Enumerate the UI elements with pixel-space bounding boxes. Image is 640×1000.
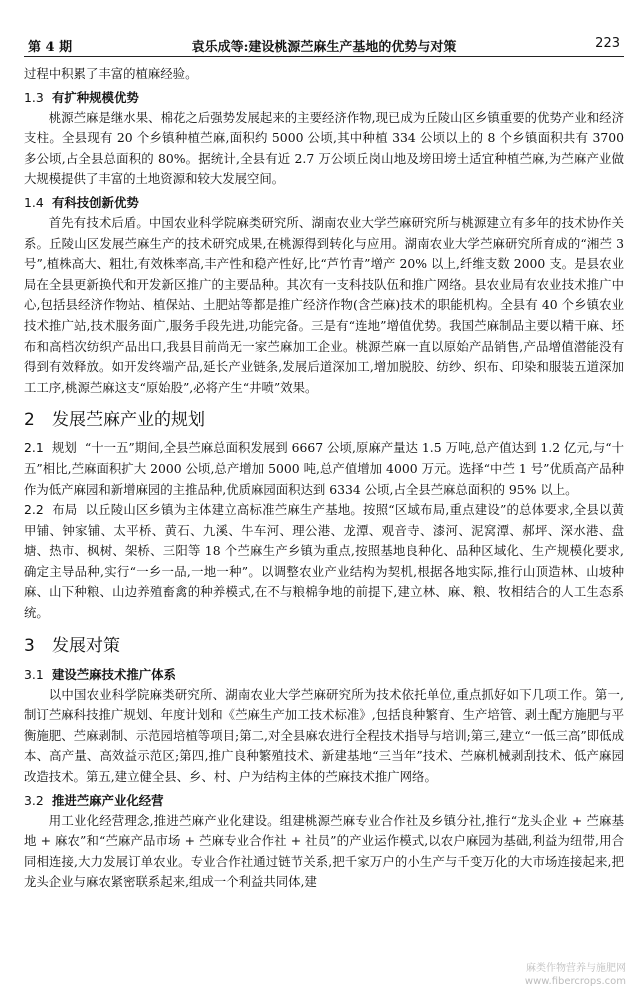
watermark-url: www.fibercrops.com [524,976,626,987]
subsection-number: 2.1 [24,440,44,456]
subsection-number: 3.2 [24,792,44,808]
subsection-title: 有扩种规模优势 [52,89,139,105]
watermark-title: 麻类作物营养与施肥网 [526,963,626,974]
page-number: 223 [595,36,620,51]
paragraph: 以中国农业科学院麻类研究所、湖南农业大学苎麻研究所为技术依托单位,重点抓好如下几项工作。第一,制订苎麻科技推广规划、年度计划和《苎麻生产加工技术标准》,包括良种繁育、生产培管、剥土配方施肥与平衡施肥、苎麻剥制、示范园培植等项目;第二,对全县麻农进行全程技术指导与培训;第三,建立“一低三高”即低成本、高产量、高效益示范区;第四,推广良种繁殖技术、新建基地“三当年”技术、苎麻机械剥刮技术、低产麻园改造技术。第五,建立健全县、乡、村、户为结构主体的苎麻技术推广网络。 [24,686,624,785]
paragraph-2-1 [24,438,624,500]
paragraph: 用工业化经营理念,推进苎麻产业化建设。组建桃源苎麻专业合作社及乡镇分社,推行“龙头企业 + 苎麻基地 + 麻农”和“苎麻产品市场 + 苎麻专业合作社 + 社员”的产业运作模式,以农户麻园为基础,利益为纽带,用合同相连接,大力发展订单农业。专业合作社通过链节关系,把千家万户的小生产与千变万化的大市场连接起来,把龙头企业与麻农紧密联系起来,组成一个利益共同体,建 [24,812,624,890]
site-watermark [525,962,626,988]
subsection-number: 2.2 [24,502,44,518]
subsection-heading-3-1 [24,664,624,685]
subsection-number: 3.1 [24,666,44,682]
section-title: 发展对策 [52,635,120,656]
subsection-number: 1.3 [24,89,44,105]
subsection-title: 规划 [52,440,77,456]
section-heading-2 [24,407,624,433]
subsection-title: 布局 [52,502,78,518]
paragraph: 过程中积累了丰富的植麻经验。 [24,66,198,81]
article-body [24,64,624,893]
paragraph: 桃源苎麻是继水果、棉花之后强势发展起来的主要经济作物,现已成为丘陵山区乡镇重要的优势产业和经济支柱。全县现有 20 个乡镇种植苎麻,面积约 5000 公顷,其中种植 334 公顷以上的 8 个乡镇面积共有 3700 多公顷,占全县总面积的 80%。据统计,全县有近 2.7 万公顷丘岗山地及塝田塝土适宜种植苎麻,为苎麻产业做大规模提供了丰富的土地资源和较大发展空间。 [24,109,624,187]
subsection-heading-1-4 [24,192,624,213]
subsection-heading-1-3 [24,87,624,108]
paragraph-2-2 [24,500,624,624]
subsection-number: 1.4 [24,194,44,210]
subsection-title: 有科技创新优势 [52,194,139,210]
section-number: 2 [24,410,35,431]
running-header [24,34,624,57]
journal-page [24,0,624,1000]
section-heading-3 [24,633,624,659]
section-number: 3 [24,635,35,656]
subsection-title: 推进苎麻产业化经营 [52,792,164,808]
subsection-heading-3-2 [24,790,624,811]
running-title: 袁乐成等:建设桃源苎麻生产基地的优势与对策 [191,40,457,55]
section-title: 发展苎麻产业的规划 [52,410,205,431]
paragraph-text: 以丘陵山区乡镇为主体建立高标准苎麻生产基地。按照“区域布局,重点建设”的总体要求,全县以黄甲铺、钟家铺、太平桥、黄石、九溪、牛车河、理公港、龙潭、观音寺、漆河、泥窝潭、郝坪、深水港、盘塘、热市、枫树、架桥、三阳等 18 个苎麻生产乡镇为重点,按照基地良种化、品种区域化、生产规模化要求,确定主导品种,实行“一乡一品,一地一种”。以调整农业产业结构为契机,根据各地实际,推行山顶造林、山坡种麻、山下种粮、山边养殖畜禽的种养模式,在不与粮棉争地的前提下,建立林、麻、粮、牧相结合的人工生态系统。 [24,502,625,621]
paragraph-text: “十一五”期间,全县苎麻总面积发展到 6667 公顷,原麻产量达 1.5 万吨,总产值达到 1.2 亿元,与“十五”相比,苎麻面积扩大 2000 公顷,总产增加 5000 吨,总产值增加 4000 万元。选择“中苎 1 号”优质高产品种作为低产麻园和新增麻园的主推品种,优质麻园面积达到 6334 公顷,占全县苎麻总面积的 95% 以上。 [24,440,624,497]
subsection-title: 建设苎麻技术推广体系 [52,666,176,682]
issue-label: 第 4 期 [28,40,73,55]
paragraph: 首先有技术后盾。中国农业科学院麻类研究所、湖南农业大学苎麻研究所与桃源建立有多年的技术协作关系。丘陵山区发展苎麻生产的技术研究成果,在桃源得到转化与应用。湖南农业大学苎麻研究所育成的“湘苎 3 号”,植株高大、粗壮,有效株率高,丰产性和稳产性好,比“芦竹青”增产 20% 以上,纤维支数 2000 支。是县农业局在全县更新换代和开发新区推广的主要品种。其次有一支科技队伍和推广网络。县农业局有农业技术推广中心,包括县经济作物站、植保站、土肥站等都是推广经济作物(含苎麻)技术的职能机构。全县有 40 个乡镇农业技术推广站,技术服务面广,服务手段先进,功能完备。三是有“连地”增值优势。我国苎麻制品主要以精干麻、坯布和高档次纺织产品出口,我县目前尚无一家苎麻加工企业。桃源苎麻一直以原始产品销售,产品增值潜能没有得到有效释放。如开发终端产品,延长产业链条,发展后道深加工,增加脱胶、纺纱、织布、印染和服装五道深加工工序,桃源苎麻这支“原始股”,必将产生“井喷”效果。 [24,214,624,395]
